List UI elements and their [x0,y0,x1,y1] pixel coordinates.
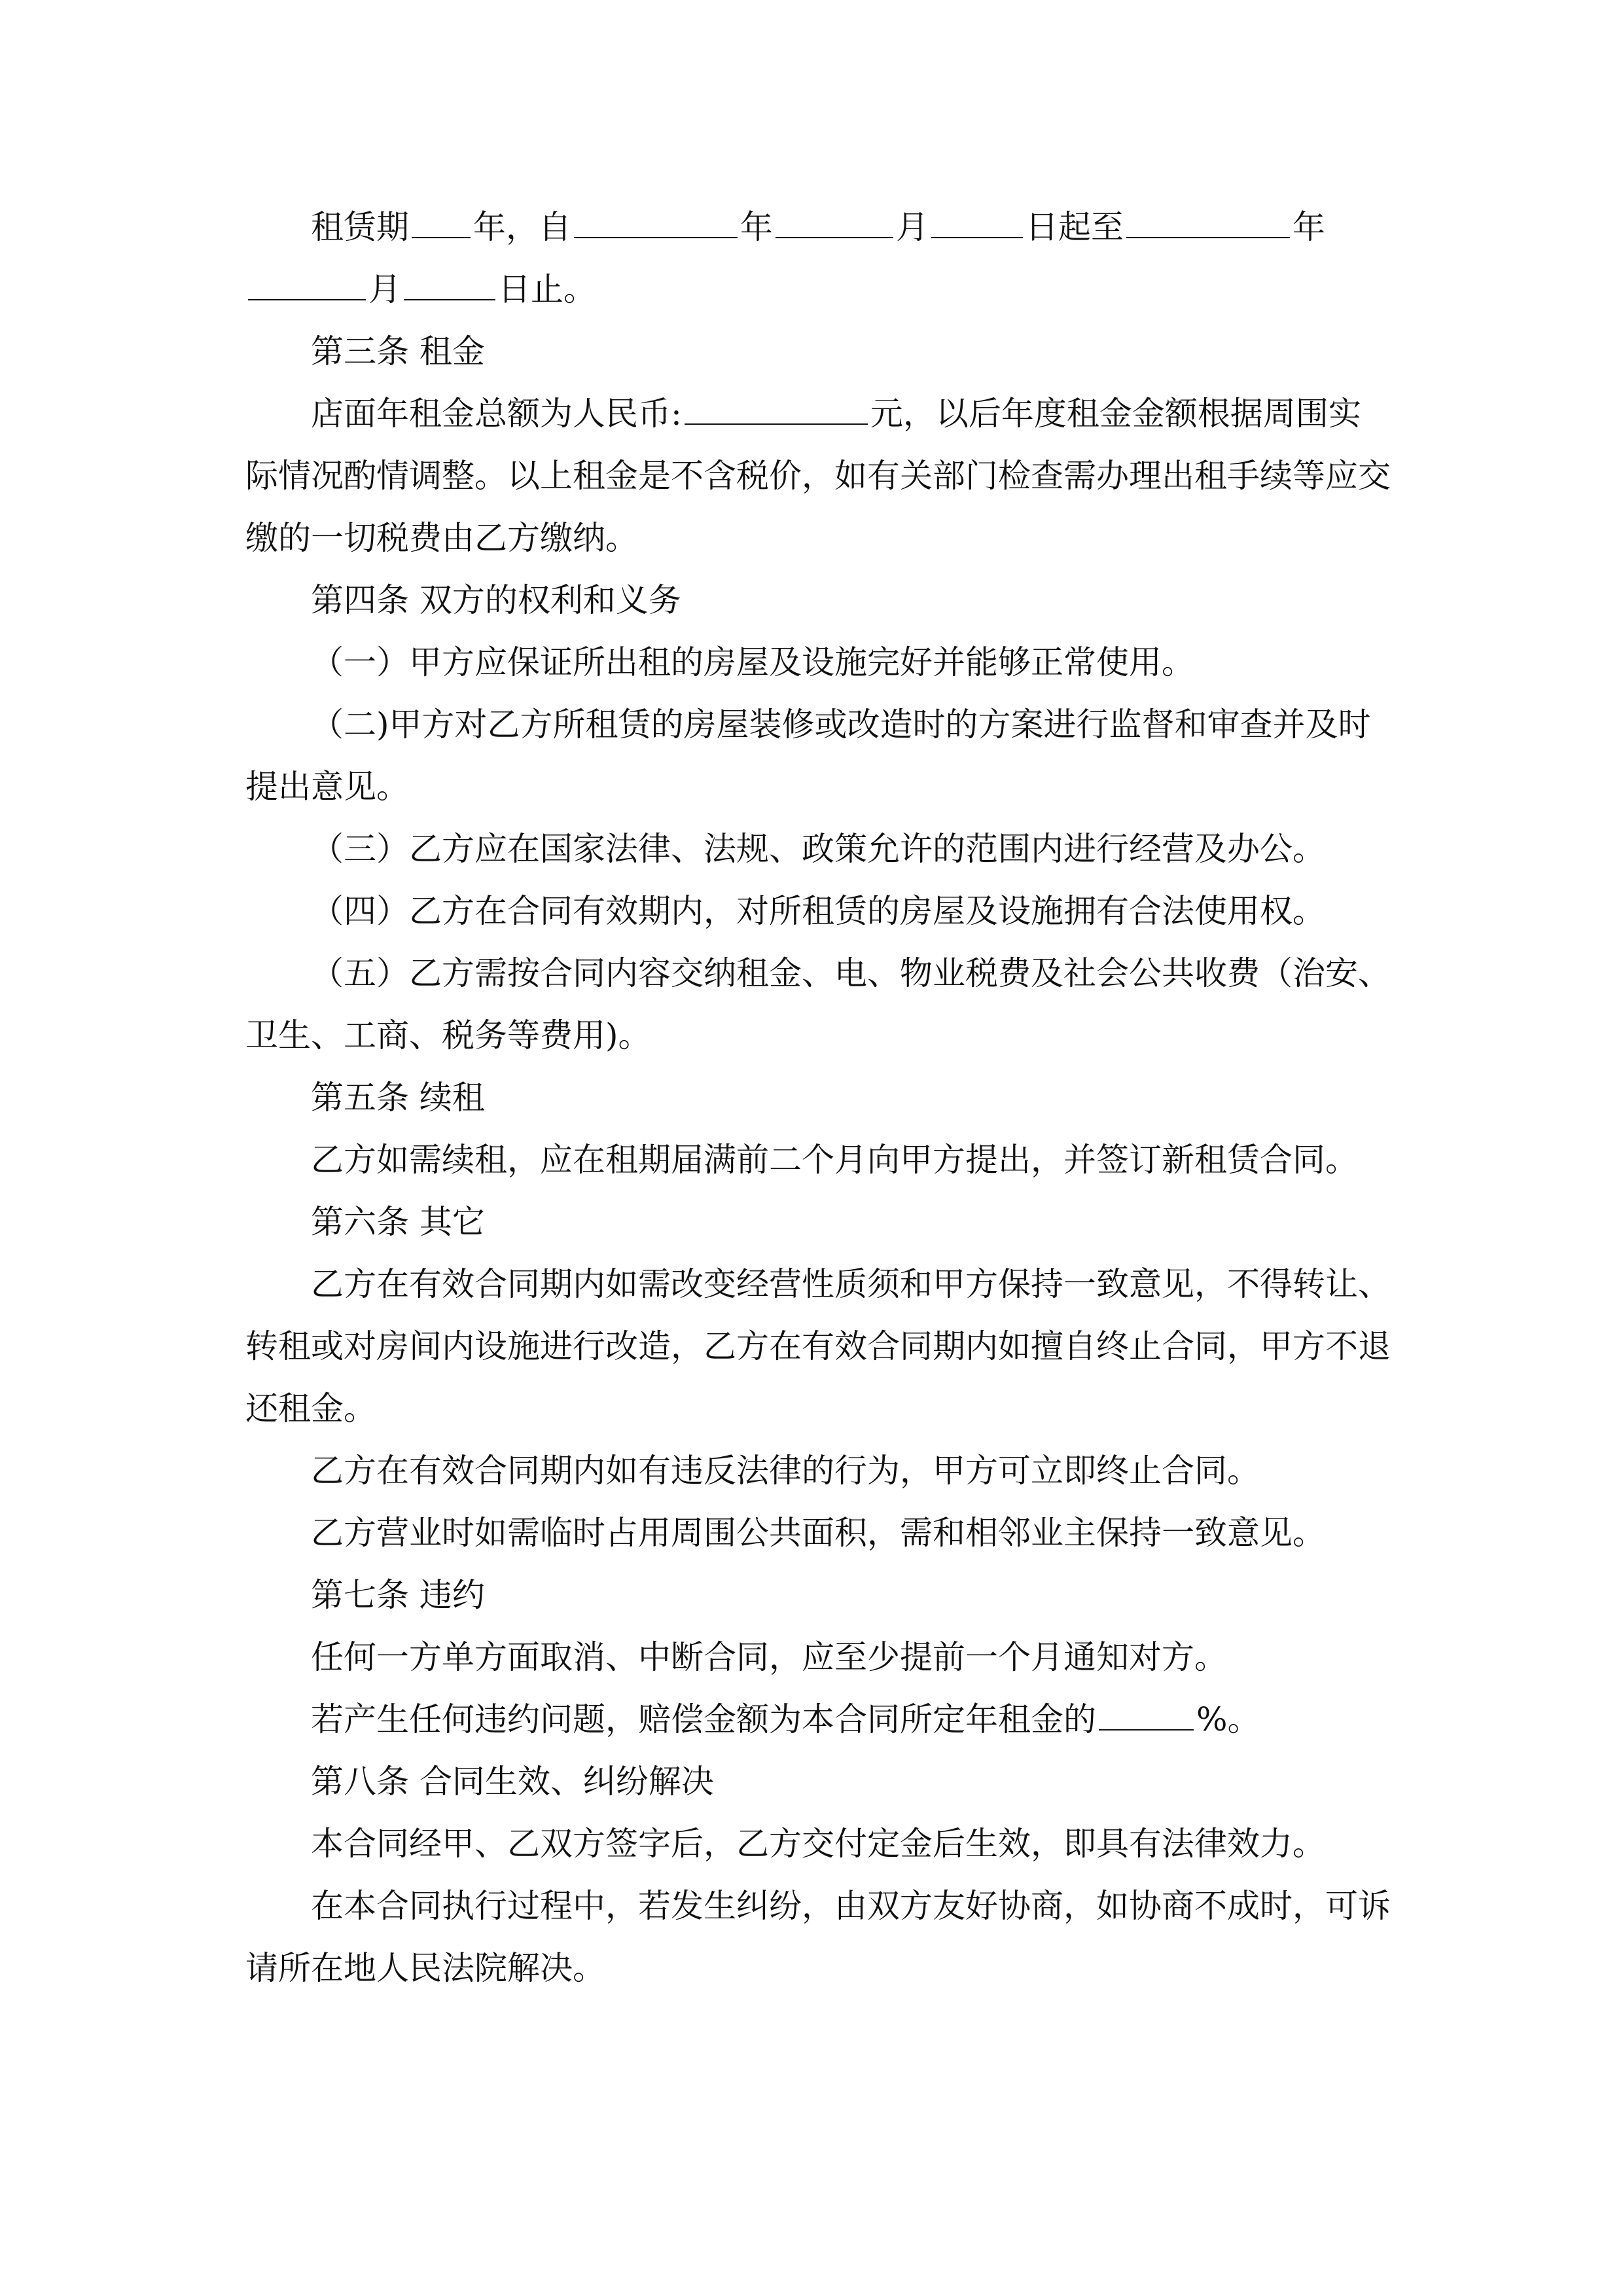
article-6-paragraph-3: 乙方营业时如需临时占用周围公共面积，需和相邻业主保持一致意见。 [311,1514,1325,1552]
article-5-text: 乙方如需续租，应在租期届满前二个月向甲方提出，并签订新租赁合同。 [311,1141,1358,1179]
article-8-title: 第八条 合同生效、纠纷解决 [311,1763,714,1801]
article-4-item-1: （一）甲方应保证所出租的房屋及设施完好并能够正常使用。 [311,643,1194,681]
lease-years-blank [412,206,471,238]
rent-amount-blank [685,392,868,425]
lease-period-text-4: 月 [896,208,929,246]
article-7-title: 第七条 违约 [311,1576,485,1614]
lease-period-text-7: 月 [368,270,401,308]
lease-period-text-1: 租赁期 [311,208,409,246]
end-day-blank [404,268,495,300]
article-4-item-5: （五）乙方需按合同内容交纳租金、电、物业税费及社会公共收费（治安、卫生、工商、税务等费用)。 [245,954,1391,1054]
article-8-paragraph-2: 在本合同执行过程中，若发生纠纷，由双方友好协商，如协商不成时，可诉请所在地人民法院解决。 [245,1887,1391,1987]
lease-period-text-2: 年，自 [473,208,571,246]
end-year-blank [1126,206,1290,238]
lease-period-clause [245,196,1391,321]
start-month-blank [776,206,893,238]
start-day-blank [931,206,1023,238]
rent-text-b: 元，以后年度租金金额根据周围实际情况酌情调整。以上租金是不含税价，如有关部门检查需办理出租手续等应交缴的一切税费由乙方缴纳。 [245,395,1391,557]
document-page [245,196,1391,2000]
article-6-title: 第六条 其它 [311,1203,485,1241]
article-6-paragraph-1: 乙方在有效合同期内如需改变经营性质须和甲方保持一致意见，不得转让、转租或对房间内设施进行改造，乙方在有效合同期内如擅自终止合同，甲方不退还租金。 [245,1265,1391,1427]
article-5-title: 第五条 续租 [311,1079,485,1117]
article-4-title: 第四条 双方的权利和义务 [311,581,681,619]
article-3-text [245,383,1391,569]
lease-period-text-5: 日起至 [1026,208,1124,246]
penalty-text-a: 若产生任何违约问题，赔偿金额为本合同所定年租金的 [311,1700,1096,1738]
end-month-blank [248,268,366,300]
start-year-blank [574,206,738,238]
article-4-item-2: （二)甲方对乙方所租赁的房屋装修或改造时的方案进行监督和审查并及时提出意见。 [245,706,1371,806]
article-4-item-4: （四）乙方在合同有效期内，对所租赁的房屋及设施拥有合法使用权。 [311,892,1325,930]
article-6-paragraph-2: 乙方在有效合同期内如有违反法律的行为，甲方可立即终止合同。 [311,1452,1260,1490]
lease-period-text-6: 年 [1293,208,1325,246]
penalty-text-b: %。 [1196,1700,1260,1738]
penalty-percent-blank [1099,1698,1194,1731]
article-3-title: 第三条 租金 [311,332,485,370]
rent-text-a: 店面年租金总额为人民币: [311,395,682,433]
lease-period-text-3: 年 [740,208,773,246]
article-7-paragraph-1: 任何一方单方面取消、中断合同，应至少提前一个月通知对方。 [311,1638,1227,1676]
lease-period-text-8: 日止。 [498,270,596,308]
article-4-item-3: （三）乙方应在国家法律、法规、政策允许的范围内进行经营及办公。 [311,830,1325,868]
article-7-paragraph-2 [245,1689,1391,1751]
article-8-paragraph-1: 本合同经甲、乙双方签字后，乙方交付定金后生效，即具有法律效力。 [311,1825,1325,1863]
